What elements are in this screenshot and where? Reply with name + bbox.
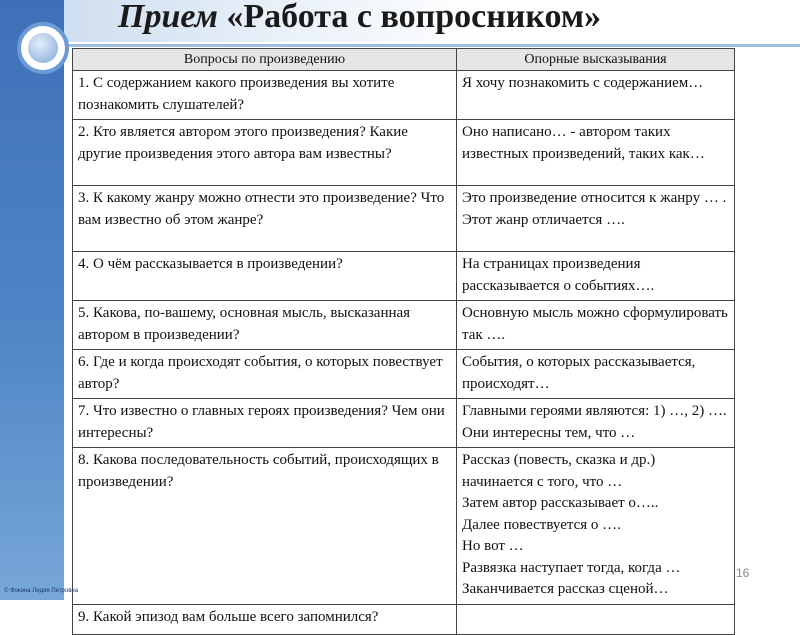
table-row (73, 399, 735, 448)
slide-title (118, 0, 601, 36)
phrase-cell: Оно написано… - автором таких известных произведений, таких как… (457, 120, 735, 186)
question-cell: 8. Какова последовательность событий, происходящих в произведении? (73, 448, 457, 605)
table-row (73, 350, 735, 399)
copyright-text: © Фокина Лидия Петровна (4, 588, 79, 594)
left-sidebar (0, 0, 64, 600)
table-row (73, 448, 735, 605)
table-row (73, 604, 735, 634)
question-cell: 1. С содержанием какого произведения вы хотите познакомить слушателей? (73, 71, 457, 120)
title-rest: «Работа с вопросником» (217, 0, 602, 35)
question-cell: 5. Какова, по-вашему, основная мысль, высказанная автором в произведении? (73, 301, 457, 350)
page-number: 16 (736, 566, 750, 580)
question-cell: 3. К какому жанру можно отнести это произведение? Что вам известно об этом жанре? (73, 186, 457, 252)
header-questions: Вопросы по произведению (73, 49, 457, 71)
table-row (73, 186, 735, 252)
questionnaire-table-container (72, 48, 734, 625)
question-cell: 6. Где и когда происходят события, о которых повествует автор? (73, 350, 457, 399)
phrase-cell: Основную мысль можно сформулировать так …. (457, 301, 735, 350)
phrase-cell: На страницах произведения рассказывается о событиях…. (457, 252, 735, 301)
phrase-cell: Это произведение относится к жанру … . Этот жанр отличается …. (457, 186, 735, 252)
header-phrases: Опорные высказывания (457, 49, 735, 71)
questionnaire-table (72, 48, 735, 635)
phrase-cell: Рассказ (повесть, сказка и др.) начинается с того, что … Затем автор рассказывает о….. Далее повествуется о …. Но вот … Развязка наступает тогда, когда … Заканчивается рассказ сценой… (457, 448, 735, 605)
table-row (73, 252, 735, 301)
question-cell: 4. О чём рассказывается в произведении? (73, 252, 457, 301)
question-cell: 2. Кто является автором этого произведения? Какие другие произведения этого автора вам известны? (73, 120, 457, 186)
phrase-cell: Я хочу познакомить с содержанием… (457, 71, 735, 120)
table-row (73, 71, 735, 120)
circle-logo-icon (17, 22, 69, 74)
phrase-cell: Главными героями являются: 1) …, 2) …. Они интересны тем, что … (457, 399, 735, 448)
table-header-row (73, 49, 735, 71)
title-italic: Прием (118, 0, 218, 35)
question-cell: 9. Какой эпизод вам больше всего запомнился? (73, 604, 457, 634)
table-row (73, 120, 735, 186)
phrase-cell (457, 604, 735, 634)
question-cell: 7. Что известно о главных героях произведения? Чем они интересны? (73, 399, 457, 448)
phrase-cell: События, о которых рассказывается, происходят… (457, 350, 735, 399)
header-divider (0, 44, 800, 47)
table-row (73, 301, 735, 350)
